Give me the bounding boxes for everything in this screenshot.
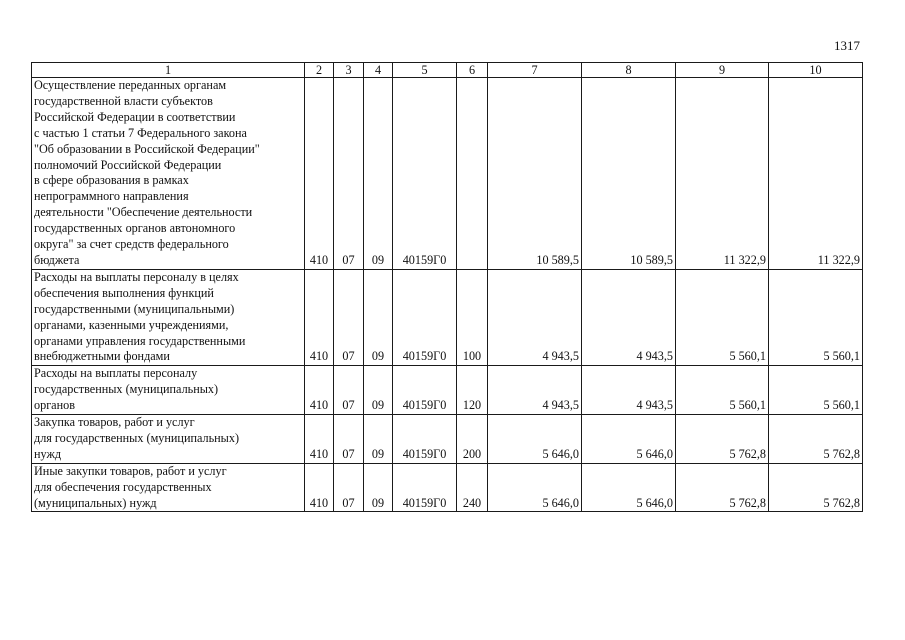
column-header: 3 xyxy=(334,63,364,78)
amount-cell: 5 560,1 xyxy=(676,366,769,415)
section-code: 07 xyxy=(334,366,364,415)
amount-cell: 4 943,5 xyxy=(582,269,676,365)
target-article-code: 40159Г0 xyxy=(393,415,457,464)
column-header: 5 xyxy=(393,63,457,78)
target-article-code: 40159Г0 xyxy=(393,269,457,365)
ministry-code: 410 xyxy=(305,366,334,415)
target-article-code: 40159Г0 xyxy=(393,463,457,512)
column-header: 10 xyxy=(769,63,863,78)
amount-cell: 5 762,8 xyxy=(769,463,863,512)
column-header: 4 xyxy=(364,63,393,78)
amount-cell: 5 560,1 xyxy=(769,269,863,365)
table-row xyxy=(32,78,863,270)
amount-cell: 4 943,5 xyxy=(488,366,582,415)
row-description: Закупка товаров, работ и услуг для государственных (муниципальных) нужд xyxy=(32,415,305,464)
amount-cell: 11 322,9 xyxy=(769,78,863,270)
table-header-row xyxy=(32,63,863,78)
amount-cell: 11 322,9 xyxy=(676,78,769,270)
amount-cell: 5 762,8 xyxy=(676,415,769,464)
amount-cell: 5 560,1 xyxy=(769,366,863,415)
subsection-code: 09 xyxy=(364,78,393,270)
amount-cell: 5 646,0 xyxy=(582,415,676,464)
amount-cell: 5 762,8 xyxy=(676,463,769,512)
expense-type-code: 100 xyxy=(457,269,488,365)
row-description: Расходы на выплаты персоналу государственных (муниципальных) органов xyxy=(32,366,305,415)
table-row xyxy=(32,269,863,365)
table-row xyxy=(32,415,863,464)
subsection-code: 09 xyxy=(364,269,393,365)
target-article-code: 40159Г0 xyxy=(393,366,457,415)
ministry-code: 410 xyxy=(305,269,334,365)
column-header: 2 xyxy=(305,63,334,78)
row-description: Расходы на выплаты персоналу в целях обеспечения выполнения функций государственными (муниципальными) органами, казенными учреждениями, органами управления государственными внебюджетными фондами xyxy=(32,269,305,365)
section-code: 07 xyxy=(334,78,364,270)
subsection-code: 09 xyxy=(364,463,393,512)
expense-type-code: 120 xyxy=(457,366,488,415)
ministry-code: 410 xyxy=(305,78,334,270)
amount-cell: 4 943,5 xyxy=(488,269,582,365)
row-description: Осуществление переданных органам государственной власти субъектов Российской Федерации в соответствии с частью 1 статьи 7 Федерального закона "Об образовании в Российской Федерации" полномочий Российской Федерации в сфере образования в рамках непрограммного направления деятельности "Обеспечение деятельности государственных органов автономного округа" за счет средств федерального бюджета xyxy=(32,78,305,270)
column-header: 6 xyxy=(457,63,488,78)
table-row xyxy=(32,463,863,512)
section-code: 07 xyxy=(334,463,364,512)
amount-cell: 5 646,0 xyxy=(582,463,676,512)
amount-cell: 5 646,0 xyxy=(488,463,582,512)
subsection-code: 09 xyxy=(364,366,393,415)
target-article-code: 40159Г0 xyxy=(393,78,457,270)
subsection-code: 09 xyxy=(364,415,393,464)
ministry-code: 410 xyxy=(305,463,334,512)
column-header: 7 xyxy=(488,63,582,78)
amount-cell: 5 762,8 xyxy=(769,415,863,464)
section-code: 07 xyxy=(334,415,364,464)
amount-cell: 4 943,5 xyxy=(582,366,676,415)
table-row xyxy=(32,366,863,415)
amount-cell: 10 589,5 xyxy=(582,78,676,270)
column-header: 1 xyxy=(32,63,305,78)
ministry-code: 410 xyxy=(305,415,334,464)
column-header: 8 xyxy=(582,63,676,78)
amount-cell: 5 646,0 xyxy=(488,415,582,464)
expense-type-code xyxy=(457,78,488,270)
expense-type-code: 240 xyxy=(457,463,488,512)
section-code: 07 xyxy=(334,269,364,365)
amount-cell: 10 589,5 xyxy=(488,78,582,270)
budget-table xyxy=(31,62,863,512)
page-number: 1317 xyxy=(834,38,860,53)
amount-cell: 5 560,1 xyxy=(676,269,769,365)
expense-type-code: 200 xyxy=(457,415,488,464)
column-header: 9 xyxy=(676,63,769,78)
row-description: Иные закупки товаров, работ и услуг для обеспечения государственных (муниципальных) нужд xyxy=(32,463,305,512)
